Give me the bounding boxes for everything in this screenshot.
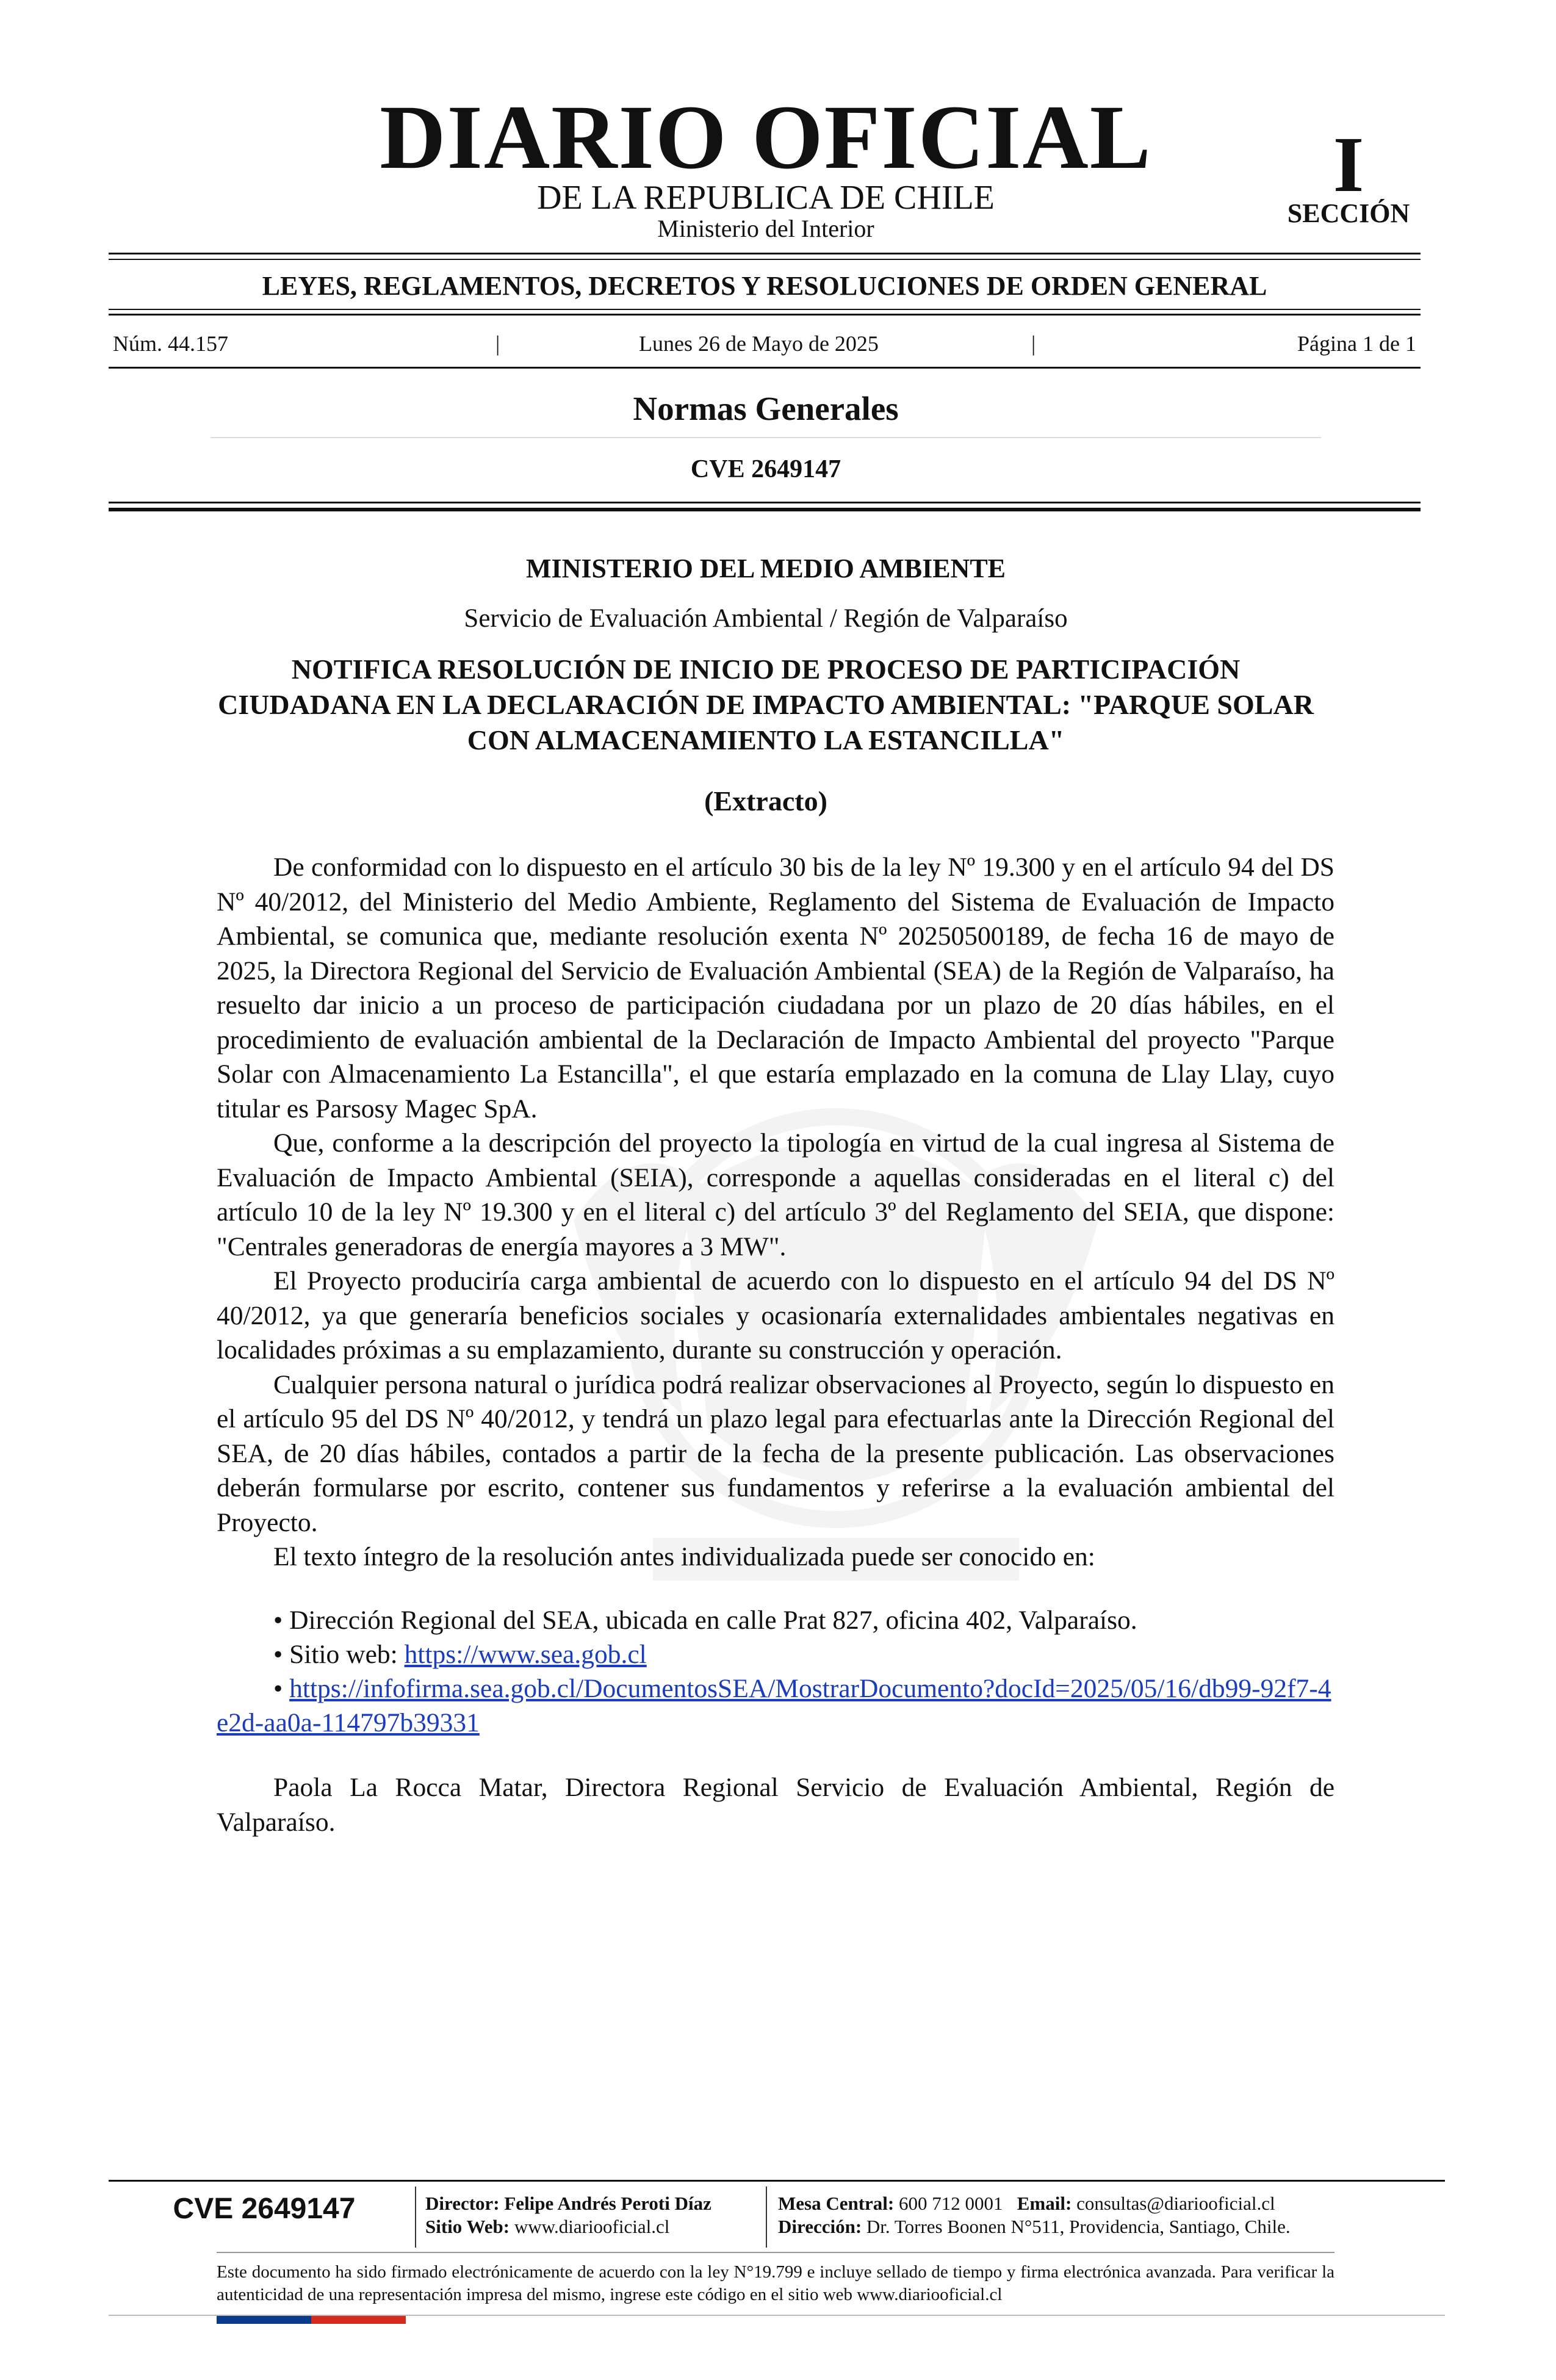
masthead-title: DIARIO OFICIAL <box>380 87 1152 188</box>
cve-heading: CVE 2649147 <box>690 455 841 483</box>
document-link[interactable]: https://infofirma.sea.gob.cl/DocumentosSEA/MostrarDocumento?docId=2025/05/16/db99-92f7-4e2d-aa0a-114797b39331 <box>217 1674 1331 1737</box>
document-title: NOTIFICA RESOLUCIÓN DE INICIO DE PROCESO DE PARTICIPACIÓN CIUDADANA EN LA DECLARACIÓN DE IMPACTO AMBIENTAL: "PARQUE SOLAR CON ALMACENAMIENTO LA ESTANCILLA" <box>218 654 1314 755</box>
masthead-subtitle: DE LA REPUBLICA DE CHILE <box>537 179 995 217</box>
footer-notice: Este documento ha sido firmado electrónicamente de acuerdo con la ley N°19.799 e incluye sellado de tiempo y firma electrónica avanzada. Para verificar la autenticidad de una representación impresa del mismo, ingrese este código en el sitio web www.diariooficial.cl <box>217 2262 1334 2304</box>
section-label: SECCIÓN <box>1287 198 1410 228</box>
list-item <box>217 1603 1334 1637</box>
footer-rule-top <box>109 2180 1445 2182</box>
header-rule-top-1 <box>109 253 1421 254</box>
body-paragraph: Que, conforme a la descripción del proyecto la tipología en virtud de la cual ingresa al Sistema de Evaluación de Impacto Ambiental (SEIA), corresponde a aquellas consideradas en el literal c) del artículo 10 de la ley Nº 19.300 y en el literal c) del artículo 3º del Reglamento del SEIA, que dispone: "Centrales generadoras de energía mayores a 3 MW". <box>217 1128 1334 1261</box>
body-paragraph: El texto íntegro de la resolución antes individualizada puede ser conocido en: <box>273 1542 1095 1571</box>
issue-page: Página 1 de 1 <box>1297 331 1416 356</box>
document-ministry: MINISTERIO DEL MEDIO AMBIENTE <box>525 554 1006 583</box>
website-link[interactable]: https://www.sea.gob.cl <box>404 1640 647 1669</box>
extract-label: (Extracto) <box>704 785 827 817</box>
address-label: Dirección: <box>778 2216 862 2237</box>
footer-separator <box>766 2187 767 2248</box>
bullet-icon: • <box>273 1640 283 1669</box>
footer-cve: CVE 2649147 <box>173 2193 356 2225</box>
body-paragraph: El Proyecto produciría carga ambiental de acuerdo con lo dispuesto en el artículo 94 del DS Nº 40/2012, ya que generaría beneficios sociales y ocasionaría externalidades ambientales negativas en localidades próximas a su emplazamiento, durante su construcción y operación. <box>217 1266 1334 1365</box>
address-text: Dirección Regional del SEA, ubicada en calle Prat 827, oficina 402, Valparaíso. <box>289 1606 1137 1635</box>
section-number: I <box>1333 121 1364 209</box>
section-heading-rule <box>211 437 1321 438</box>
email-label: Email: <box>1017 2193 1072 2214</box>
site-value[interactable]: www.diariooficial.cl <box>514 2216 670 2237</box>
document-service: Servicio de Evaluación Ambiental / Región de Valparaíso <box>464 604 1068 633</box>
flag-stripe-red <box>311 2316 406 2324</box>
footer-director-block <box>425 2192 767 2238</box>
issue-separator: | <box>495 331 500 356</box>
phone-value: 600 712 0001 <box>899 2193 1003 2214</box>
bullet-icon: • <box>273 1674 283 1703</box>
issue-number: Núm. 44.157 <box>113 331 228 356</box>
masthead-ministry: Ministerio del Interior <box>657 215 874 242</box>
section-heading: Normas Generales <box>633 390 899 427</box>
header-rule-bottom-1 <box>109 309 1421 310</box>
body-paragraph: Cualquier persona natural o jurídica podrá realizar observaciones al Proyecto, según lo dispuesto en el artículo 95 del DS Nº 40/2012, y tendrá un plazo legal para efectuarlas ante la Dirección Regional del SEA, de 20 días hábiles, contados a partir de la fecha de la presente publicación. Las observaciones deberán formularse por escrito, contener sus fundamentos y referirse a la evaluación ambiental del Proyecto. <box>217 1369 1334 1537</box>
signature-block <box>217 1770 1334 1839</box>
category-title: LEYES, REGLAMENTOS, DECRETOS Y RESOLUCIONES DE ORDEN GENERAL <box>262 271 1267 301</box>
phone-label: Mesa Central: <box>778 2193 895 2214</box>
footer-contact-block <box>778 2192 1364 2238</box>
signature-text: Paola La Rocca Matar, Directora Regional Servicio de Evaluación Ambiental, Región de Valparaíso. <box>217 1773 1334 1837</box>
cve-rule-2 <box>109 508 1421 511</box>
flag-stripe-blue <box>217 2316 311 2324</box>
cve-rule-1 <box>109 502 1421 503</box>
document-body <box>217 850 1334 1574</box>
director-name: Felipe Andrés Peroti Díaz <box>504 2193 711 2214</box>
address-value: Dr. Torres Boonen N°511, Providencia, Santiago, Chile. <box>866 2216 1291 2237</box>
email-value[interactable]: consultas@diariooficial.cl <box>1076 2193 1275 2214</box>
list-item <box>217 1671 1334 1740</box>
issue-date: Lunes 26 de Mayo de 2025 <box>639 331 879 356</box>
site-label: Sitio Web: <box>425 2216 510 2237</box>
footer-rule-middle <box>217 2252 1334 2253</box>
footer-separator <box>415 2187 416 2248</box>
director-label: Director: <box>425 2193 500 2214</box>
header-rule-bottom-2 <box>109 314 1421 316</box>
issue-rule <box>109 367 1421 369</box>
list-item <box>217 1637 1334 1671</box>
issue-separator: | <box>1031 331 1036 356</box>
resource-list <box>217 1603 1334 1740</box>
body-paragraph: De conformidad con lo dispuesto en el artículo 30 bis de la ley Nº 19.300 y en el artículo 94 del DS Nº 40/2012, del Ministerio del Medio Ambiente, Reglamento del Sistema de Evaluación de Impacto Ambiental, se comunica que, mediante resolución exenta Nº 20250500189, de fecha 16 de mayo de 2025, la Directora Regional del Servicio de Evaluación Ambiental (SEA) de la Región de Valparaíso, ha resuelto dar inicio a un proceso de participación ciudadana por un plazo de 20 días hábiles, en el procedimiento de evaluación ambiental de la Declaración de Impacto Ambiental del proyecto "Parque Solar con Almacenamiento La Estancilla", el que estaría emplazado en la comuna de Llay Llay, cuyo titular es Parsosy Magec SpA. <box>217 853 1334 1123</box>
website-label: Sitio web: <box>289 1640 398 1669</box>
header-rule-top-2 <box>109 259 1421 260</box>
bullet-icon: • <box>273 1606 283 1635</box>
